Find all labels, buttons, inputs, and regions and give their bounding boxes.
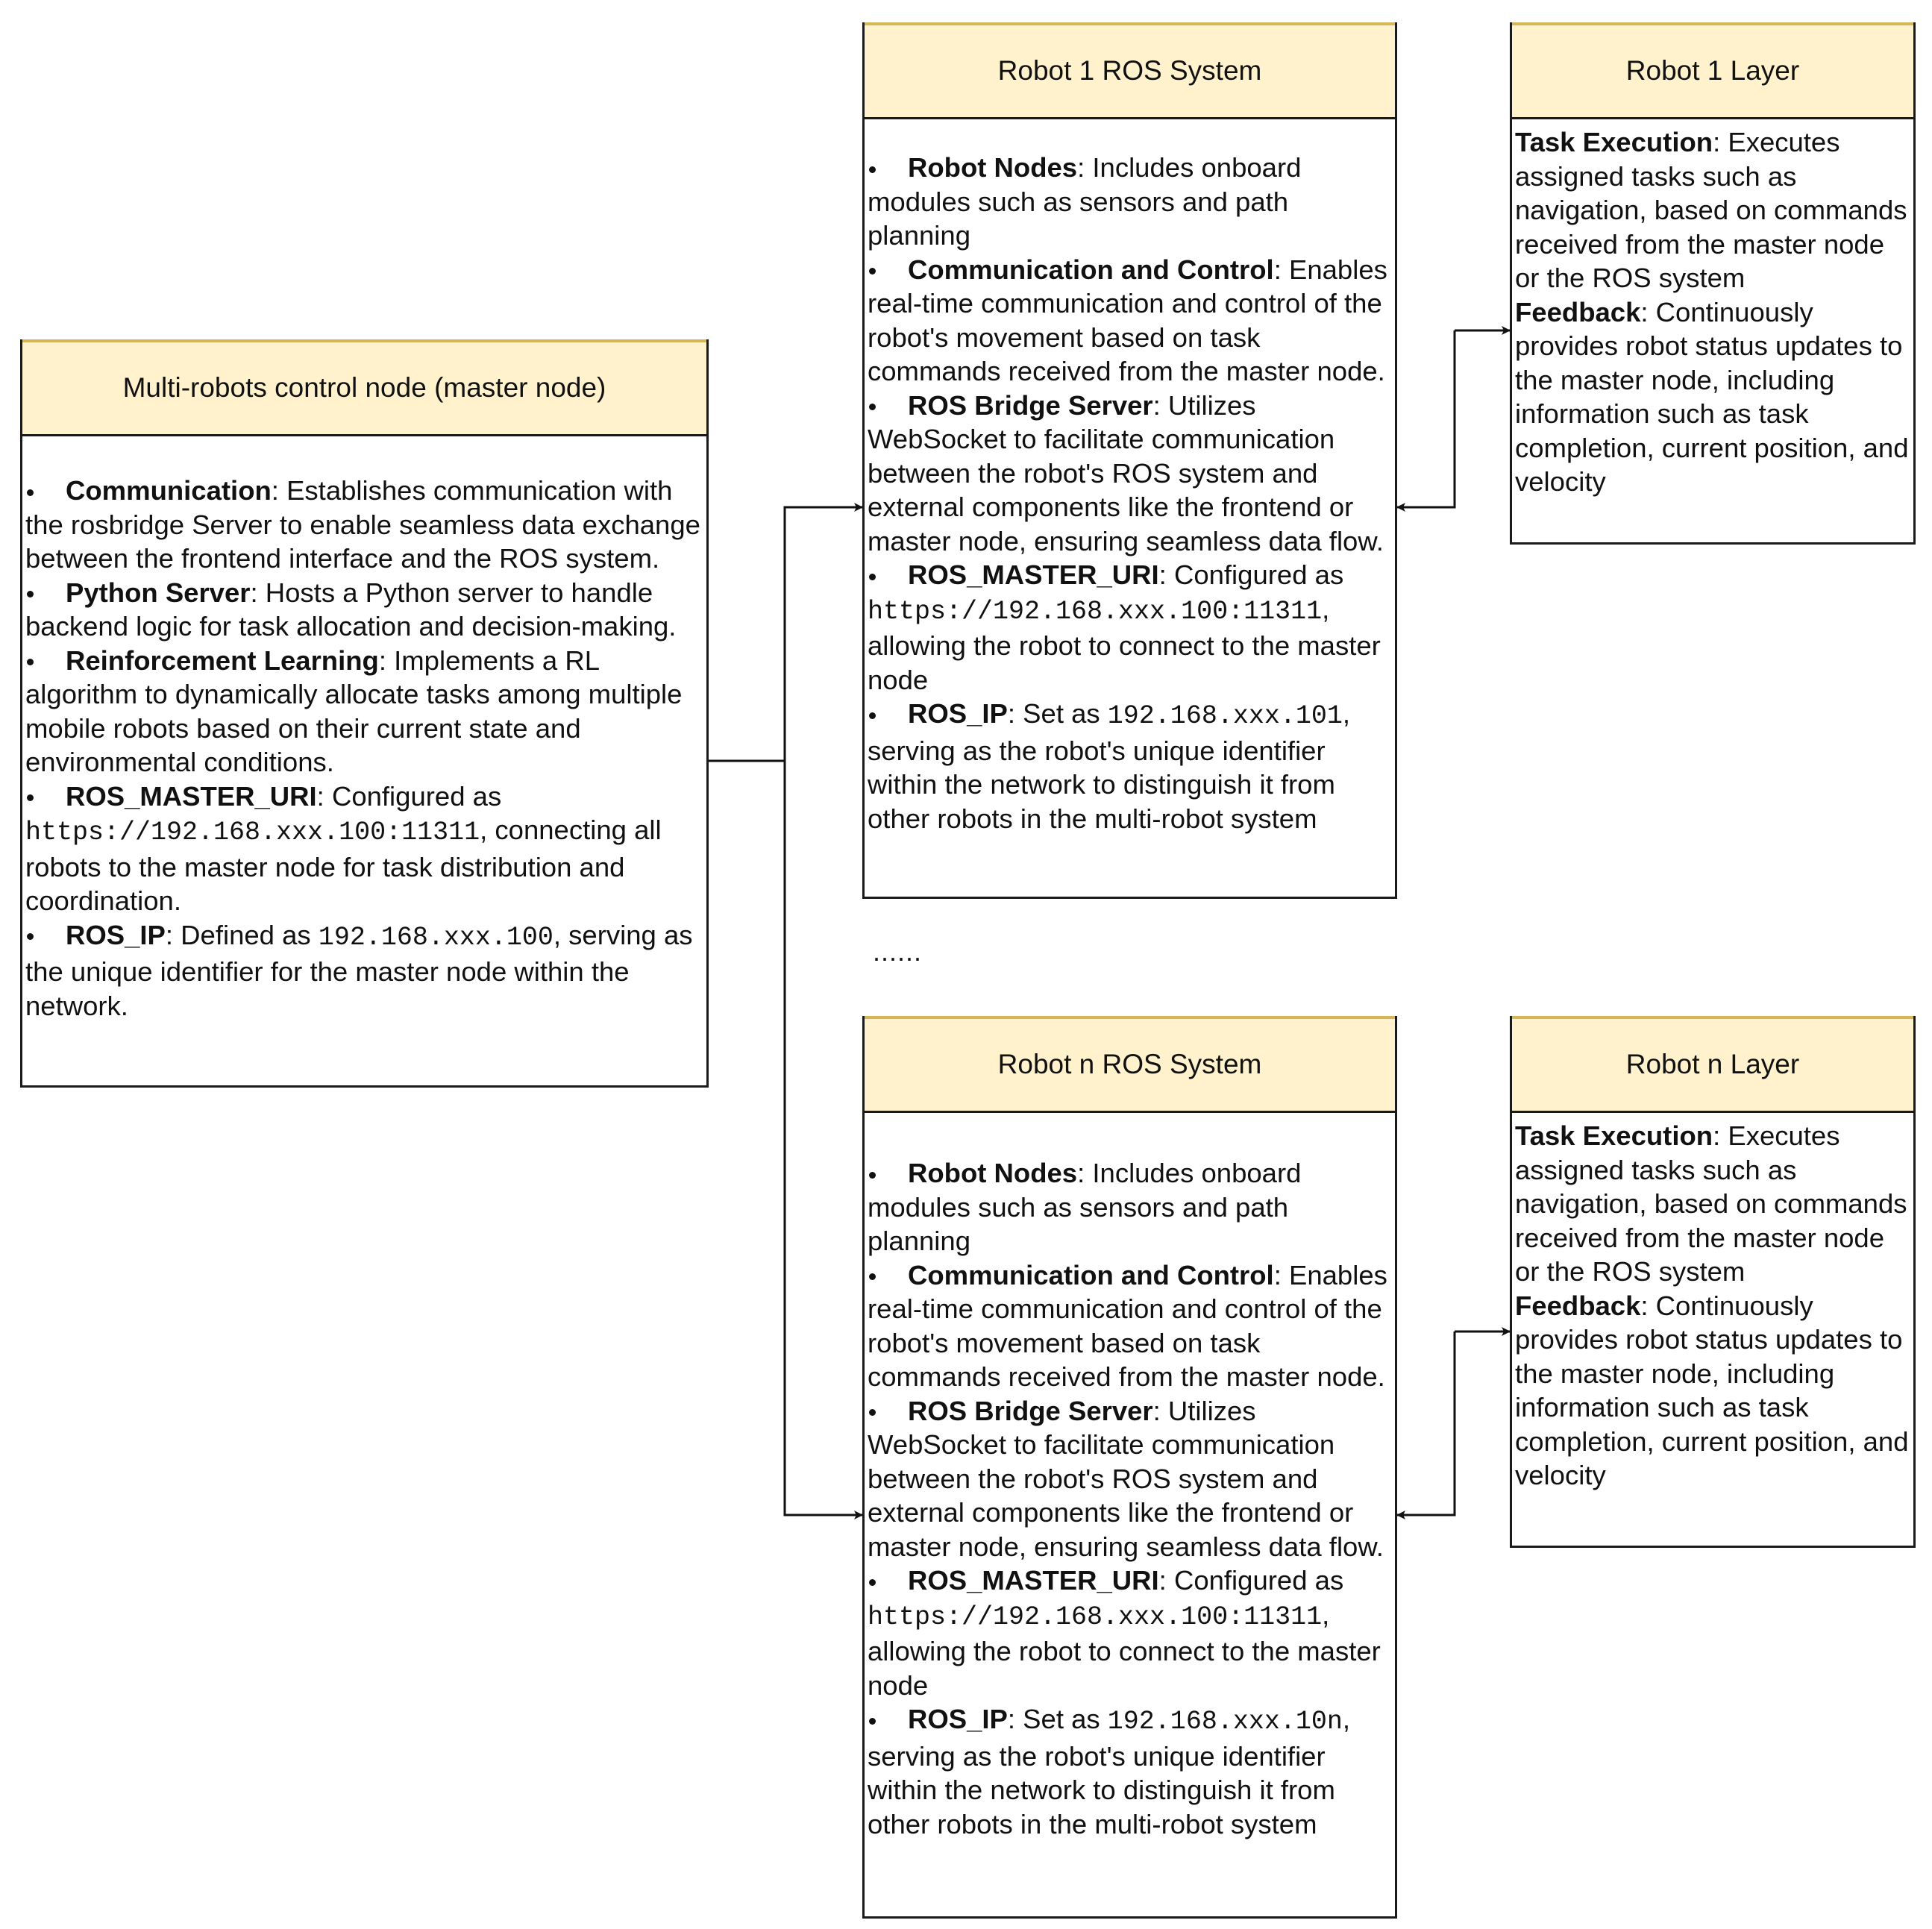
robotn-item-ros-master-uri: ROS_MASTER_URI: Configured as https://192.168.xxx.100:11311, allowing the robot to connect to the master node: [868, 1565, 1381, 1701]
master-to-robot1-arrow: [709, 507, 862, 761]
robot1-ros-system-title: Robot 1 ROS System: [997, 55, 1262, 86]
robotn-ros-system-box: [862, 1016, 1397, 1919]
robotn-ros-system-title: Robot n ROS System: [997, 1049, 1262, 1079]
robotn-item-robot-nodes: Robot Nodes: Includes onboard modules such as sensors and path planning: [868, 1158, 1302, 1256]
robotn-layer-box: [1510, 1016, 1916, 1548]
robot1-item-ros-bridge-server: ROS Bridge Server: Utilizes WebSocket to facilitate communication between the robot's ROS system and external components like the frontend or master node, ensuring seamless data flow.: [868, 389, 1384, 556]
robotn-ros-system-header: [865, 1018, 1395, 1113]
master-item-communication: Communication: Establishes communication with the rosbridge Server to enable seamless data exchange between the frontend interface and the ROS system.: [25, 475, 700, 574]
robotn-item-communication-control: Communication and Control: Enables real-time communication and control of the robot's movement based on task commands received from the master node.: [868, 1259, 1387, 1392]
robotn-layer-header: [1512, 1018, 1913, 1113]
master-node-header: [22, 342, 706, 436]
robot1-item-communication-control: Communication and Control: Enables real-time communication and control of the robot's movement based on task commands received from the master node.: [868, 254, 1387, 386]
master-item-reinforcement-learning: Reinforcement Learning: Implements a RL algorithm to dynamically allocate tasks among multiple mobile robots based on their current state and environmental conditions.: [25, 644, 683, 777]
robot1-layer-box: [1510, 22, 1916, 545]
robot1-bidirectional-arrow: [1397, 330, 1455, 507]
robot1-layer-task-execution: Task Execution: Executes assigned tasks such as navigation, based on commands received from the master node or the ROS system: [1515, 127, 1907, 293]
robotn-layer-title: Robot n Layer: [1625, 1049, 1800, 1079]
robotn-layer-task-execution: Task Execution: Executes assigned tasks such as navigation, based on commands received from the master node or the ROS system: [1515, 1120, 1907, 1287]
robot1-ros-system-box: [862, 22, 1397, 899]
master-item-ros-master-uri: ROS_MASTER_URI: Configured as https://192.168.xxx.100:11311, connecting all robots to the master node for task distribution and coordination.: [25, 780, 662, 916]
master-to-robotn-arrow: [785, 761, 862, 1515]
master-node-box: [20, 339, 709, 1088]
robotn-bidirectional-arrow: [1397, 1332, 1455, 1515]
robotn-item-ros-ip: ROS_IP: Set as 192.168.xxx.10n, serving as the robot's unique identifier within the network to distinguish it from other robots in the multi-robot system: [868, 1704, 1351, 1839]
master-item-ros-ip: ROS_IP: Defined as 192.168.xxx.100, serving as the unique identifier for the master node within the network.: [25, 919, 693, 1021]
master-node-title: Multi-robots control node (master node): [122, 372, 606, 403]
robot1-layer-feedback: Feedback: Continuously provides robot status updates to the master node, including information such as task completion, current position, and velocity: [1515, 296, 1909, 497]
robot1-layer-header: [1512, 25, 1913, 119]
master-item-python-server: Python Server: Hosts a Python server to handle backend logic for task allocation and decision-making.: [25, 577, 677, 642]
robot1-item-ros-master-uri: ROS_MASTER_URI: Configured as https://192.168.xxx.100:11311, allowing the robot to connect to the master node: [868, 559, 1381, 695]
robot1-ros-system-header: [865, 25, 1395, 119]
robotn-layer-feedback: Feedback: Continuously provides robot status updates to the master node, including information such as task completion, current position, and velocity: [1515, 1290, 1909, 1490]
robot1-item-ros-ip: ROS_IP: Set as 192.168.xxx.101, serving as the robot's unique identifier within the network to distinguish it from other robots in the multi-robot system: [868, 698, 1351, 834]
robotn-item-ros-bridge-server: ROS Bridge Server: Utilizes WebSocket to facilitate communication between the robot's ROS system and external components like the frontend or master node, ensuring seamless data flow.: [868, 1395, 1384, 1562]
robot1-item-robot-nodes: Robot Nodes: Includes onboard modules such as sensors and path planning: [868, 152, 1302, 251]
robot1-layer-title: Robot 1 Layer: [1625, 55, 1800, 86]
ellipsis-more-robots: ......: [873, 936, 923, 967]
